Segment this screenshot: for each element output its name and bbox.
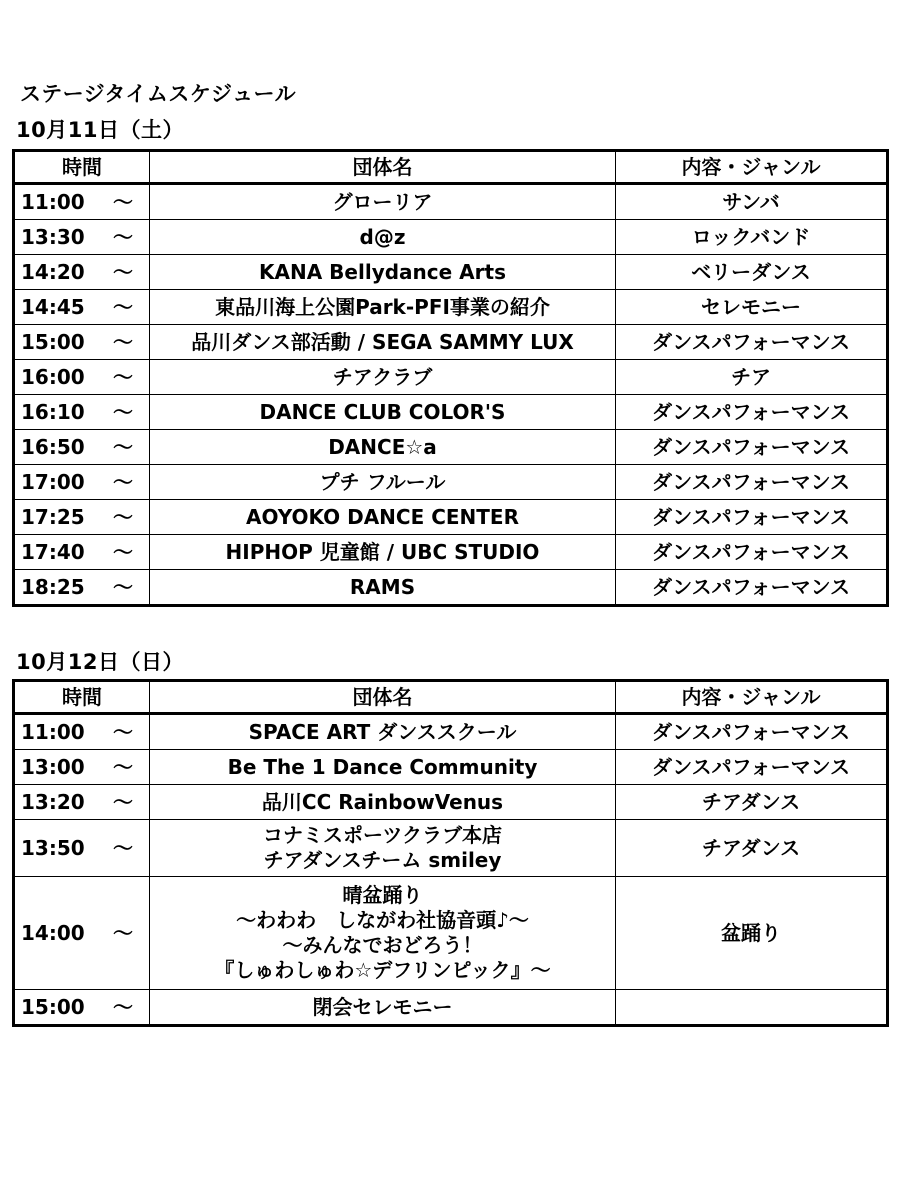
tilde: ～ — [113, 189, 133, 214]
group-line: チアダンスチーム smiley — [263, 848, 502, 872]
group-line: ～わわわ しながわ社協音頭♪～ — [236, 908, 529, 932]
genre-cell: ダンスパフォーマンス — [616, 465, 888, 500]
genre-cell: サンバ — [616, 184, 888, 220]
group-cell: DANCE CLUB COLOR'S — [150, 395, 616, 430]
tilde: ～ — [113, 504, 133, 529]
group-cell — [150, 750, 616, 785]
time-cell — [14, 990, 150, 1026]
group-line: Be The 1 Dance Community — [227, 754, 538, 779]
time-cell — [14, 395, 150, 430]
group-cell: チアクラブ — [150, 360, 616, 395]
time-value: 14:45 — [21, 294, 85, 319]
time-cell — [14, 220, 150, 255]
time-value: 14:20 — [21, 259, 85, 284]
time-value: 17:00 — [21, 469, 85, 494]
time-value: 11:00 — [21, 189, 85, 214]
genre-cell — [616, 990, 888, 1026]
tilde: ～ — [113, 434, 133, 459]
day1-date: 10月11日（土） — [16, 118, 184, 142]
time-value: 13:50 — [21, 835, 85, 860]
table-row — [14, 500, 888, 535]
time-cell — [14, 360, 150, 395]
group-cell — [150, 820, 616, 877]
time-cell — [14, 325, 150, 360]
group-cell: プチ フルール — [150, 465, 616, 500]
genre-cell: セレモニー — [616, 290, 888, 325]
table-row — [14, 220, 888, 255]
genre-cell: ダンスパフォーマンス — [616, 325, 888, 360]
group-cell: DANCE☆a — [150, 430, 616, 465]
time-value: 17:25 — [21, 504, 85, 529]
time-cell — [14, 750, 150, 785]
table-row — [14, 535, 888, 570]
table-row — [14, 395, 888, 430]
group-cell: RAMS — [150, 570, 616, 606]
time-cell — [14, 255, 150, 290]
genre-cell: ベリーダンス — [616, 255, 888, 290]
day2-schedule-table — [12, 679, 889, 1027]
time-value: 16:10 — [21, 399, 85, 424]
time-value: 13:20 — [21, 789, 85, 814]
time-value: 17:40 — [21, 539, 85, 564]
tilde: ～ — [113, 754, 133, 779]
group-cell: グローリア — [150, 184, 616, 220]
time-value: 15:00 — [21, 994, 85, 1019]
genre-cell: チア — [616, 360, 888, 395]
time-cell — [14, 430, 150, 465]
time-cell — [14, 877, 150, 990]
header-time: 時間 — [14, 681, 150, 714]
day2-date: 10月12日（日） — [16, 650, 184, 674]
header-genre: 内容・ジャンル — [616, 151, 888, 184]
tilde: ～ — [113, 294, 133, 319]
tilde: ～ — [113, 920, 133, 945]
genre-cell: ロックバンド — [616, 220, 888, 255]
table-row — [14, 360, 888, 395]
time-cell — [14, 714, 150, 750]
genre-cell: ダンスパフォーマンス — [616, 750, 888, 785]
group-cell: AOYOKO DANCE CENTER — [150, 500, 616, 535]
tilde: ～ — [113, 574, 133, 599]
genre-cell: ダンスパフォーマンス — [616, 500, 888, 535]
group-line: コナミスポーツクラブ本店 — [263, 823, 502, 847]
table-row — [14, 430, 888, 465]
tilde: ～ — [113, 224, 133, 249]
genre-cell: ダンスパフォーマンス — [616, 570, 888, 606]
time-cell — [14, 820, 150, 877]
table-row — [14, 785, 888, 820]
time-cell — [14, 785, 150, 820]
table-row — [14, 325, 888, 360]
tilde: ～ — [113, 329, 133, 354]
group-line: 閉会セレモニー — [312, 994, 453, 1019]
time-value: 18:25 — [21, 574, 85, 599]
table-row — [14, 877, 888, 990]
table-row — [14, 750, 888, 785]
table-row — [14, 255, 888, 290]
group-cell: 品川ダンス部活動 / SEGA SAMMY LUX — [150, 325, 616, 360]
tilde: ～ — [113, 364, 133, 389]
time-cell — [14, 570, 150, 606]
time-value: 14:00 — [21, 920, 85, 945]
tilde: ～ — [113, 469, 133, 494]
genre-cell: ダンスパフォーマンス — [616, 714, 888, 750]
group-cell — [150, 990, 616, 1026]
time-value: 15:00 — [21, 329, 85, 354]
table-row — [14, 184, 888, 220]
tilde: ～ — [113, 835, 133, 860]
tilde: ～ — [113, 719, 133, 744]
table-row — [14, 820, 888, 877]
table-header-row — [14, 681, 888, 714]
table-row — [14, 990, 888, 1026]
time-cell — [14, 500, 150, 535]
group-cell — [150, 714, 616, 750]
genre-cell: ダンスパフォーマンス — [616, 535, 888, 570]
group-line: ～みんなでおどろう！ — [282, 933, 483, 957]
tilde: ～ — [113, 789, 133, 814]
table-row — [14, 465, 888, 500]
time-value: 16:00 — [21, 364, 85, 389]
header-group: 団体名 — [150, 681, 616, 714]
tilde: ～ — [113, 259, 133, 284]
table-header-row — [14, 151, 888, 184]
genre-cell: チアダンス — [616, 785, 888, 820]
header-genre: 内容・ジャンル — [616, 681, 888, 714]
genre-cell: チアダンス — [616, 820, 888, 877]
time-cell — [14, 290, 150, 325]
time-value: 13:30 — [21, 224, 85, 249]
time-value: 13:00 — [21, 754, 85, 779]
genre-cell: 盆踊り — [616, 877, 888, 990]
group-cell: KANA Bellydance Arts — [150, 255, 616, 290]
genre-cell: ダンスパフォーマンス — [616, 395, 888, 430]
group-line: 『しゅわしゅわ☆デフリンピック』～ — [214, 958, 551, 982]
time-cell — [14, 465, 150, 500]
tilde: ～ — [113, 399, 133, 424]
group-cell: d@z — [150, 220, 616, 255]
group-cell — [150, 877, 616, 990]
header-group: 団体名 — [150, 151, 616, 184]
group-line: 品川CC RainbowVenus — [261, 789, 504, 814]
time-value: 11:00 — [21, 719, 85, 744]
genre-cell: ダンスパフォーマンス — [616, 430, 888, 465]
table-row — [14, 570, 888, 606]
tilde: ～ — [113, 994, 133, 1019]
table-row — [14, 714, 888, 750]
group-line: 晴盆踊り — [342, 883, 423, 907]
time-value: 16:50 — [21, 434, 85, 459]
group-cell — [150, 785, 616, 820]
table-row — [14, 290, 888, 325]
header-time: 時間 — [14, 151, 150, 184]
tilde: ～ — [113, 539, 133, 564]
day1-schedule-table — [12, 149, 889, 607]
group-line: SPACE ART ダンススクール — [248, 719, 517, 744]
group-cell: HIPHOP 児童館 / UBC STUDIO — [150, 535, 616, 570]
time-cell — [14, 184, 150, 220]
group-cell: 東品川海上公園Park-PFI事業の紹介 — [150, 290, 616, 325]
page-title: ステージタイムスケジュール — [20, 82, 297, 106]
time-cell — [14, 535, 150, 570]
